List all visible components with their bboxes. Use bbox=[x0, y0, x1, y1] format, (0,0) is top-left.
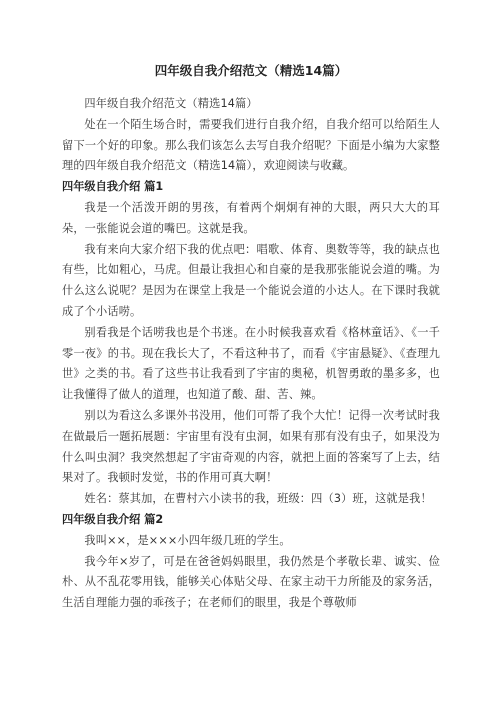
body-paragraph: 我是一个活泼开朗的男孩，有着两个炯炯有神的大眼，两只大大的耳朵，一张能说会道的嘴巴。这就是我。 bbox=[62, 200, 440, 235]
section-1 bbox=[62, 177, 440, 510]
body-paragraph: 别看我是个话唠我也是个书迷。在小时候我喜欢看《格林童话》、《一千零一夜》的书。现在我长大了，不看这种书了，而看《宇宙悬疑》、《查理九世》之类的书。看了这些书让我看到了宇宙的奥秘，机智勇敢的墨多多，也让我懂得了做人的道理，也知道了酸、甜、苦、辣。 bbox=[62, 325, 440, 402]
intro-subtitle: 四年级自我介绍范文（精选14篇） bbox=[84, 97, 258, 110]
section-heading: 四年级自我介绍 篇1 bbox=[62, 180, 164, 194]
section-heading: 四年级自我介绍 篇2 bbox=[62, 512, 164, 526]
intro-paragraph: 处在一个陌生场合时，需要我们进行自我介绍，自我介绍可以给陌生人留下一个好的印象。那么我们该怎么去写自我介绍呢？下面是小编为大家整理的四年级自我介绍范文（精选14篇），欢迎阅读与收藏。 bbox=[62, 117, 440, 173]
body-paragraph: 姓名：蔡其加，在曹村六小读书的我，班级：四（3）班，这就是我！ bbox=[84, 492, 432, 506]
body-paragraph: 我叫××，是×××小四年级几班的学生。 bbox=[84, 533, 291, 547]
document-page bbox=[62, 62, 440, 614]
body-paragraph: 别以为看这么多课外书没用，他们可帮了我个大忙！记得一次考试时我在做最后一题拓展题：宇宙里有没有虫洞，如果有那有没有虫子，如果没为什么叫虫洞？我突然想起了宇宙奇观的内容，就把上面的答案写了上去，结果对了。我顿时发觉，书的作用可真大啊！ bbox=[62, 408, 440, 485]
document-title: 四年级自我介绍范文（精选14篇） bbox=[154, 63, 348, 78]
body-paragraph: 我今年×岁了，可是在爸爸妈妈眼里，我仍然是个孝敬长辈、诚实、俭朴、从不乱花零用钱，能够关心体贴父母、在家主动干力所能及的家务活，生活自理能力强的乖孩子；在老师们的眼里，我是个尊敬师 bbox=[62, 554, 440, 610]
body-paragraph: 我有来向大家介绍下我的优点吧：唱歌、体育、奥数等等，我的缺点也有些，比如粗心，马虎。但最让我担心和自豪的是我那张能说会道的嘴。为什么这么说呢？是因为在课堂上我是一个能说会道的小达人。在下课时我就成了个小话唠。 bbox=[62, 242, 440, 318]
section-2 bbox=[62, 510, 440, 614]
